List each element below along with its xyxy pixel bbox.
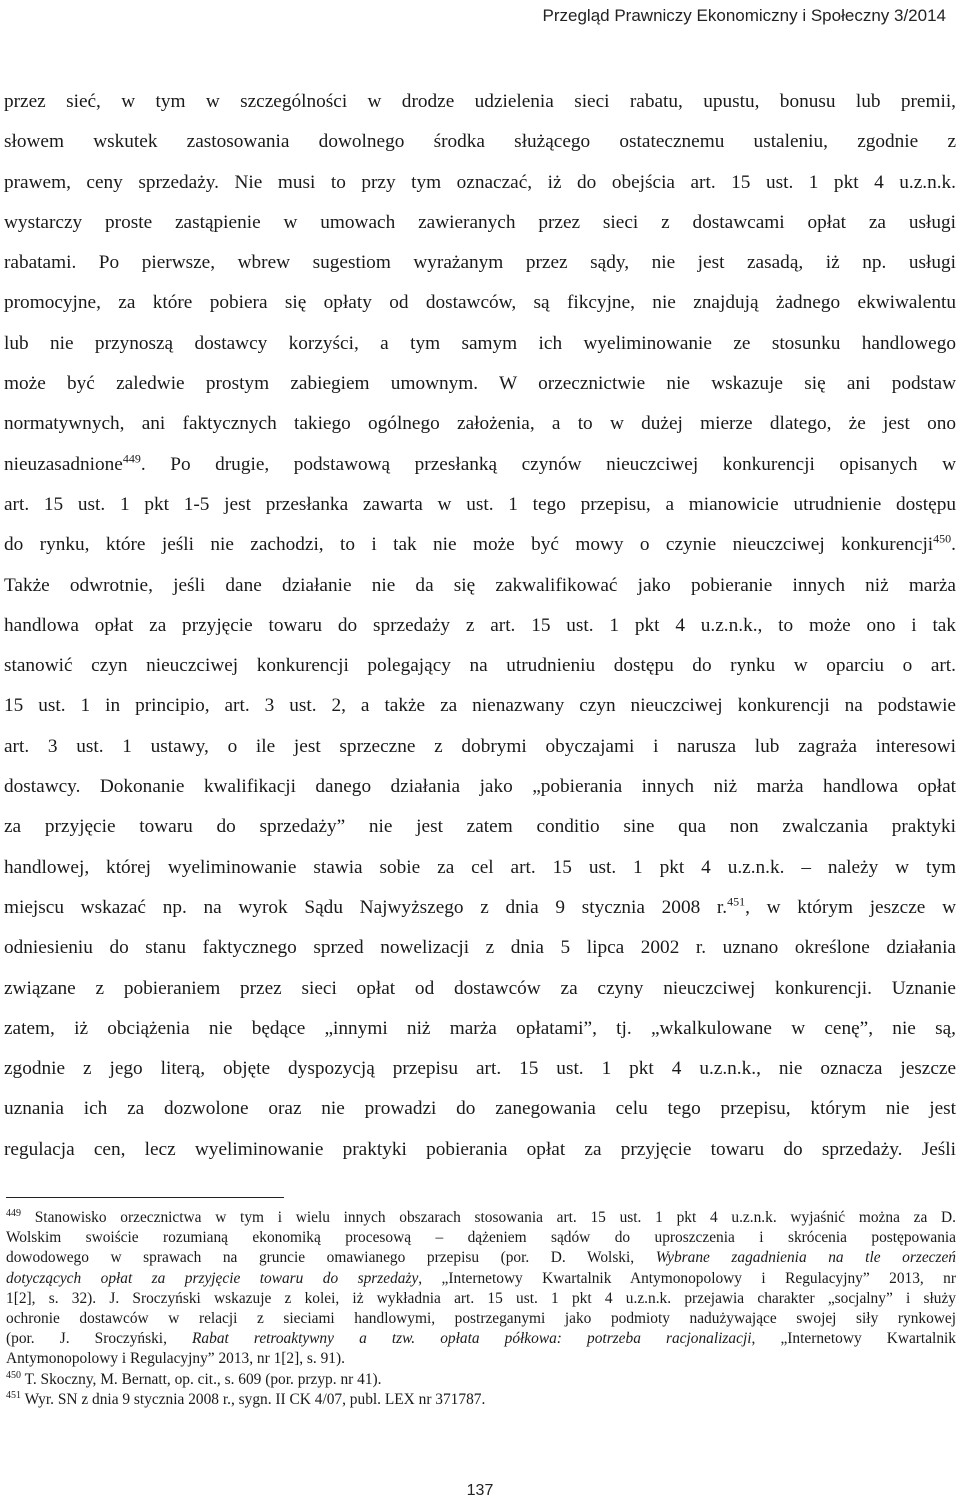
footnote-line: $^{449}$ Stanowisko orzecznictwa w tym i wielu innych obszarach stosowania art. 15 ust. 1 pkt 4 u.z.n.k. wyjaśnić można za D. [6,1207,956,1226]
footnote-ref: 450 [933,531,952,546]
body-line: nieuzasadnione$^{449}$. Po drugie, podstawową przesłanką czynów nieuczciwej konkurencji opisanych w [4,451,956,475]
body-line: stanowić czyn nieuczciwej konkurencji polegający na utrudnieniu dostępu do rynku w oparciu o art. [4,655,956,677]
body-line: miejscu wskazać np. na wyrok Sądu Najwyższego z dnia 9 stycznia 2008 r.$^{451}$, w którym jeszcze w [4,894,956,918]
footnote-ref: 449 [122,451,141,466]
body-line: dostawcy. Dokonanie kwalifikacji danego działania jako „pobierania innych niż marża handlowa opłat [4,776,956,798]
italic-title: Rabat retroaktywny a tzw. opłata półkowa: potrzeba racjonalizacji [192,1330,752,1348]
body-line: 15 ust. 1 in principio, art. 3 ust. 2, a także za nienazwany czyn nieuczciwej konkurencji na podstawie [4,695,956,717]
italic-title: dotyczących opłat za przyjęcie towaru do sprzedaży [6,1269,419,1287]
body-line: zgodnie z jego literą, objęte dyspozycją przepisu art. 15 ust. 1 pkt 4 u.z.n.k., nie oznacza jeszcze [4,1058,956,1080]
body-text [4,82,956,1170]
footnote-line: Wolskim swoiście rozumianą ekonomiką procesową – dążeniem sądów do uproszczenia i skrócenia postępowania [6,1229,956,1247]
body-line: prawem, ceny sprzedaży. Nie musi to przy tym oznaczać, iż do obejścia art. 15 ust. 1 pkt 4 u.z.n.k. [4,171,956,193]
footnote-separator [6,1197,284,1198]
footnote-ref: 450 [6,1369,21,1381]
body-line: promocyjne, za które pobiera się opłaty od dostawców, są fikcyjne, nie znajdują żadnego ekwiwalentu [4,292,956,314]
page-number: 137 [466,1482,494,1499]
body-line: handlowa opłat za przyjęcie towaru do sprzedaży z art. 15 ust. 1 pkt 4 u.z.n.k., to może ono i tak [4,614,956,636]
body-line: art. 3 ust. 1 ustawy, o ile jest sprzeczne z dobrymi obyczajami i narusza lub zagraża interesowi [4,735,956,757]
footnote-line: Antymonopolowy i Regulacyjny” 2013, nr 1[2], s. 91). [6,1350,345,1368]
body-line: Także odwrotnie, jeśli dane działanie nie da się zakwalifikować jako pobieranie innych niż marża [4,574,956,596]
body-line: handlowej, której wyeliminowanie stawia sobie za cel art. 15 ust. 1 pkt 4 u.z.n.k. – należy w tym [4,856,956,878]
footnote-line: $^{451}$ Wyr. SN z dnia 9 stycznia 2008 r., sygn. II CK 4/07, publ. LEX nr 371787. [6,1389,486,1408]
footnote-line: $^{450}$ T. Skoczny, M. Bernatt, op. cit., s. 609 (por. przyp. nr 41). [6,1369,382,1388]
body-line: związane z pobieraniem przez sieci opłat od dostawców za czyny nieuczciwej konkurencji. Uznanie [4,977,956,999]
footnote-ref: 451 [727,894,746,909]
journal-header: Przegląd Prawniczy Ekonomiczny i Społeczny 3/2014 [542,6,946,25]
body-line: rabatami. Po pierwsze, wbrew sugestiom wyrażanym przez sądy, nie jest zasadą, iż np. usługi [4,252,956,274]
body-line: wystarczy proste zastąpienie w umowach zawieranych przez sieci z dostawcami opłat za usługi [4,211,956,233]
body-line: art. 15 ust. 1 pkt 1-5 jest przesłanka zawarta w ust. 1 tego przepisu, a mianowicie utrudnienie dostępu [4,493,956,515]
footnote-line: ochronie dostawców w relacji z sieciami handlowymi, postrzeganymi jako podmioty nadużywające swojej siły rynkowej [6,1309,956,1327]
body-line: może być zaledwie prostym zabiegiem umownym. W orzecznictwie nie wskazuje się ani podstaw [4,373,956,395]
body-line: za przyjęcie towaru do sprzedaży” nie jest zatem conditio sine qua non zwalczania praktyki [4,816,956,838]
body-line: zatem, iż obciążenia nie będące „innymi niż marża opłatami”, tj. „wkalkulowane w cenę”, nie są, [4,1017,956,1039]
body-line: słowem wskutek zastosowania dowolnego środka służącego ostatecznemu ustaleniu, zgodnie z [4,131,956,153]
body-line: do rynku, które jeśli nie zachodzi, to i tak nie może być mowy o czynie nieuczciwej konkurencji$^{450}$. [4,531,956,556]
italic-title: Wybrane zagadnienia na tle orzeczeń [655,1249,956,1267]
footnote-line: 1[2], s. 32). J. Sroczyński wskazuje z kolei, iż wykładnia art. 15 ust. 1 pkt 4 u.z.n.k. przejawia charakter „socjalny” i służy [6,1289,956,1307]
body-line: przez sieć, w tym w szczególności w drodze udzielenia sieci rabatu, upustu, bonusu lub premii, [4,91,956,112]
body-line: odniesieniu do stanu faktycznego sprzed nowelizacji z dnia 5 lipca 2002 r. uznano określone działania [4,937,956,959]
footnote-ref: 449 [6,1207,21,1219]
footnote-line: dotyczących opłat za przyjęcie towaru do sprzedaży, „Internetowy Kwartalnik Antymonopolowy i Regulacyjny” 2013, nr [6,1269,956,1287]
footnote-line: (por. J. Sroczyński, Rabat retroaktywny a tzw. opłata półkowa: potrzeba racjonalizacji, „Internetowy Kwartalnik [6,1330,956,1348]
body-line: normatywnych, ani faktycznych takiego ogólnego założenia, a to w dużej mierze dlatego, że jest ono [4,413,956,435]
footnote-line: dowodowego w sprawach na gruncie omawianego przepisu (por. D. Wolski, Wybrane zagadnienia na tle orzeczeń [6,1249,956,1267]
body-line: uznania ich za dozwolone oraz nie prowadzi do zanegowania celu tego przepisu, którym nie jest [4,1098,956,1120]
body-line: regulacja cen, lecz wyeliminowanie praktyki pobierania opłat za przyjęcie towaru do sprzedaży. Jeśli [4,1138,956,1160]
footnotes [6,1208,956,1410]
body-line: lub nie przynoszą dostawcy korzyści, a tym samym ich wyeliminowanie ze stosunku handlowego [4,332,956,354]
footnote-ref: 451 [6,1389,21,1401]
